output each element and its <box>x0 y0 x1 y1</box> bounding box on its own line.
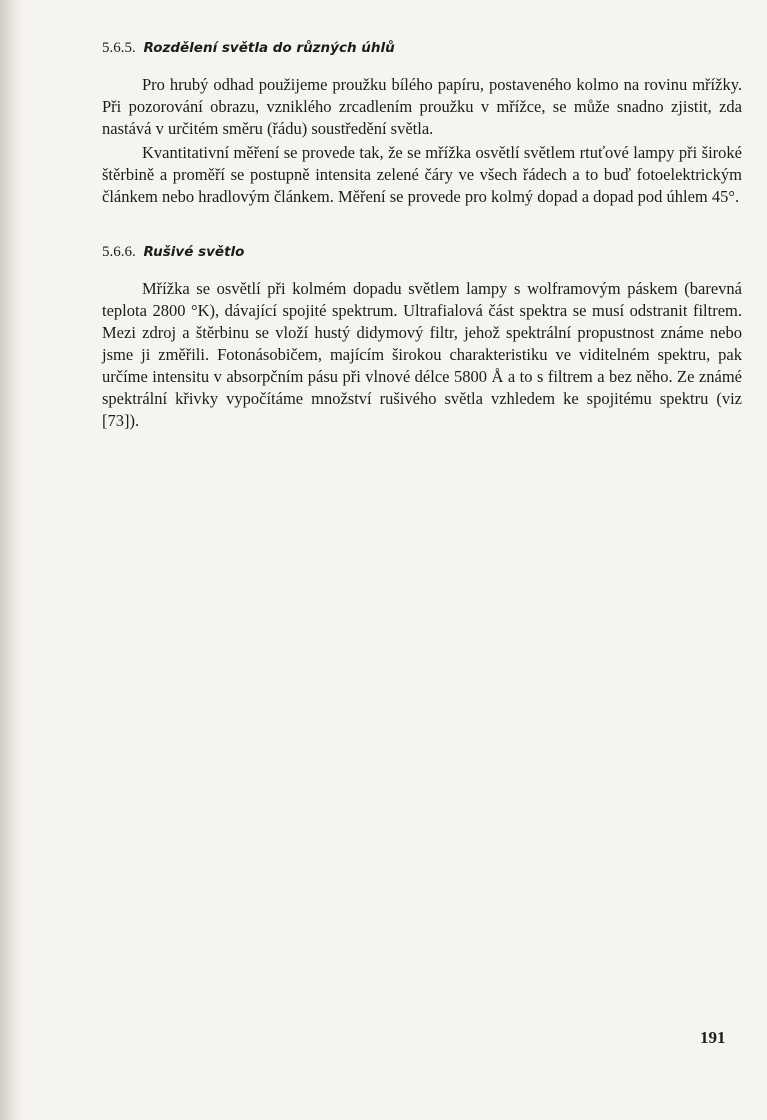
page-binding-edge <box>0 0 22 1120</box>
section-title: Rozdělení světla do různých úhlů <box>143 40 395 56</box>
document-page <box>102 34 742 432</box>
section-title: Rušivé světlo <box>143 244 245 260</box>
page-number: 191 <box>700 1028 726 1047</box>
paragraph: Pro hrubý odhad použijeme proužku bílého papíru, postaveného kolmo na rovinu mřížky. Při pozorování obrazu, vzniklého zrcadlením proužku v mřížce, se může snadno zjistit, zda nastává v určitém směru (řádu) soustředění světla. <box>102 75 742 138</box>
section-number: 5.6.6. <box>102 244 136 260</box>
paragraph: Kvantitativní měření se provede tak, že se mřížka osvětlí světlem rtuťové lampy při široké štěrbině a proměří se postupně intensita zelené čáry ve všech řádech a to buď fotoelektrickým článkem nebo hradlovým článkem. Měření se provede pro kolmý dopad a dopad pod úhlem 45°. <box>102 143 742 206</box>
section-number: 5.6.5. <box>102 40 136 56</box>
section-heading-5-6-6 <box>102 242 742 262</box>
section-heading-5-6-5 <box>102 38 742 58</box>
paragraph: Mřížka se osvětlí při kolmém dopadu světlem lampy s wolframovým páskem (barevná teplota 2800 °K), dávající spojité spektrum. Ultrafialová část spektra se musí odstranit filtrem. Mezi zdroj a štěrbinu se vloží hustý didymový filtr, jehož spektrální propustnost známe nebo jsme ji změřili. Fotonásobičem, majícím širokou charakteristiku ve viditelném spektru, pak určíme intensitu v absorpčním pásu při vlnové délce 5800 Å a to s filtrem a bez něho. Ze známé spektrální křivky vypočítáme množství rušivého světla vzhledem ke spojitému spektru (viz [73]). <box>102 279 742 430</box>
